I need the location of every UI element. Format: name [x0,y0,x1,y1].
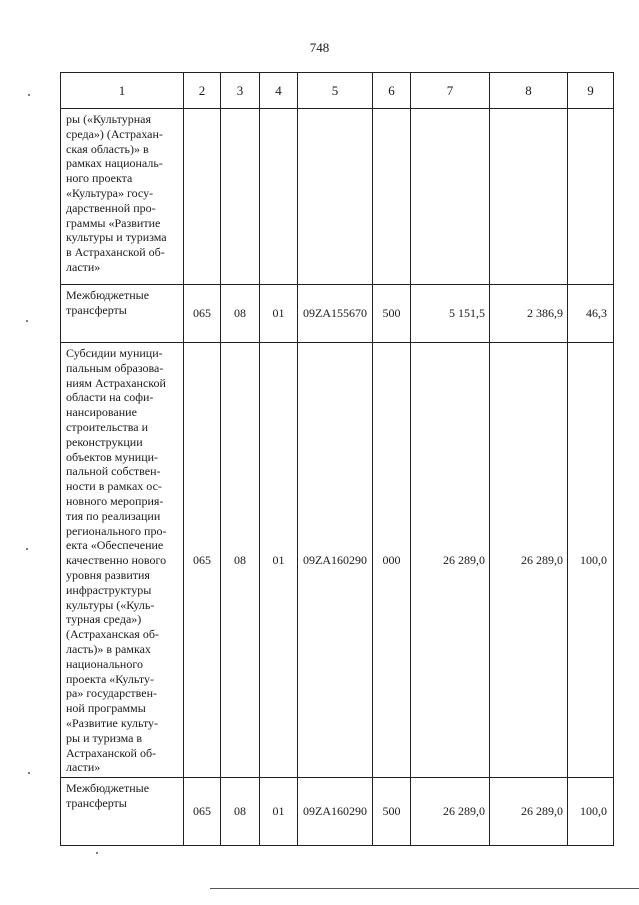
table-cell: 500 [373,778,411,846]
column-header: 4 [260,73,298,109]
table-row [61,343,614,778]
scan-speck [26,320,28,322]
row-description-cell [61,343,184,778]
column-header: 9 [568,73,614,109]
table-cell: 08 [221,285,260,343]
table-row [61,778,614,846]
table-cell: 26 289,0 [411,778,490,846]
table-row [61,285,614,343]
footer-rule [210,888,639,889]
table-cell: 26 289,0 [411,343,490,778]
column-header: 8 [490,73,568,109]
budget-table [60,72,614,846]
table-cell: 2 386,9 [490,285,568,343]
table-cell: 000 [373,343,411,778]
table-cell: 01 [260,778,298,846]
table-cell [373,109,411,285]
table-cell [568,109,614,285]
column-header: 1 [61,73,184,109]
row-description: Межбюджетные трансферты [66,781,150,810]
scan-speck [26,548,28,550]
table-cell: 5 151,5 [411,285,490,343]
table-row [61,109,614,285]
table-cell: 08 [221,778,260,846]
table-cell [260,109,298,285]
table-cell: 26 289,0 [490,343,568,778]
row-description-cell [61,285,184,343]
table-cell: 09ZA160290 [298,778,373,846]
row-description: Межбюджетные трансферты [66,288,150,317]
table-cell: 09ZA155670 [298,285,373,343]
table-cell [411,109,490,285]
table-cell: 100,0 [568,778,614,846]
row-description: ры («Культурная среда») (Астрахан- ская область)» в рамках националь- ного проекта «Культура» госу- дарственной про- граммы «Развитие культуры и туризма в Астраханской об- ласти» [66,112,167,274]
page-number: 748 [309,40,330,55]
table-cell: 065 [184,343,221,778]
scan-speck [28,94,30,96]
table-cell [490,109,568,285]
table-cell: 065 [184,778,221,846]
column-header: 7 [411,73,490,109]
table-cell: 01 [260,343,298,778]
scan-speck [96,852,98,854]
row-description: Субсидии муници- пальным образова- ниям Астраханской области на софи- нансирование строительства и реконструкции объектов муници- пальной собствен- ности в рамках ос- новного мероприя- тия по реализации регионального про- екта «Обеспечение качественно нового уровня развития инфраструктуры культуры («Куль- турная среда») (Астраханская об- ласть)» в рамках национального проекта «Культу- ра» государствен- ной программы «Развитие культу- ры и туризма в Астраханской об- ласти» [66,346,167,775]
table-cell: 26 289,0 [490,778,568,846]
column-header: 3 [221,73,260,109]
table-cell [298,109,373,285]
row-description-cell [61,778,184,846]
column-header: 6 [373,73,411,109]
table-cell: 09ZA160290 [298,343,373,778]
table-cell: 46,3 [568,285,614,343]
table-cell: 01 [260,285,298,343]
column-header: 2 [184,73,221,109]
scan-speck [28,772,30,774]
table-cell [221,109,260,285]
table-header-row [61,73,614,109]
table-cell: 065 [184,285,221,343]
table-cell: 500 [373,285,411,343]
row-description-cell [61,109,184,285]
table-cell: 08 [221,343,260,778]
table-cell [184,109,221,285]
table-cell: 100,0 [568,343,614,778]
column-header: 5 [298,73,373,109]
